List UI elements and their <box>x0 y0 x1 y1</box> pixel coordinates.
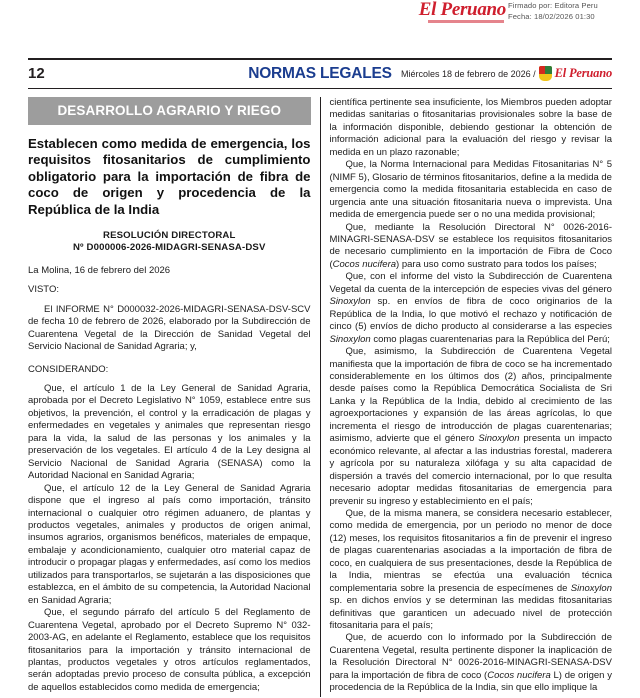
paragraph: Que, el artículo 1 de la Ley General de Sanidad Agraria, aprobada por el Decreto Legislativo N° 1059, establece entre sus objetivos, la prevención, el control y la erradicación de plagas y enfermedades en vegetales y animales que representan riesgo para la vida, la salud de las personas y los animales y la preservación de los vegetales. El artículo 4 de la Ley designa al Servicio Nacional de Sanidad Agraria (SENASA) como la Autoridad Nacional en Sanidad Agraria; <box>28 383 311 482</box>
peru-coat-of-arms-icon <box>539 66 552 81</box>
section-banner: DESARROLLO AGRARIO Y RIEGO <box>28 97 311 125</box>
scientific-name: Sinoxylon <box>570 582 612 594</box>
paragraph <box>329 508 612 633</box>
paragraph <box>329 346 612 508</box>
scientific-name: Sinoxylon <box>478 433 520 445</box>
article-title: Establecen como medida de emergencia, los requisitos fitosanitarios de cumplimiento obligatorio para la importación de fibra de coco de origen y procedencia de la República de la India <box>28 136 311 217</box>
page-title: NORMAS LEGALES <box>248 64 392 82</box>
header-bottom-rule <box>28 88 612 89</box>
text-run: Que, asimismo, la Subdirección de Cuarentena Vegetal manifiesta que la importación de fibra de coco se ha incrementado considerablemente en los últimos dos (2) años, principalmente desde países como la República Democrática Socialista de Sri Lanka y la República de la India, debido al crecimiento de las agroexportaciones y expansión de las áreas agrícolas, lo que incrementa el riesgo de introducción de plagas cuarentenarias; asimismo, advierte que el género <box>329 346 612 445</box>
right-column <box>322 97 612 697</box>
resolution-heading <box>28 230 311 255</box>
text-run: Que, con el informe del visto la Subdirección de Cuarentena Vegetal da cuenta de la intercepción de especies vivas del género <box>329 271 612 295</box>
text-run: Que, mediante la Resolución Directoral N° 0026-2016-MINAGRI-SENASA-DSV se establece los requisitos fitosanitarios de necesario cumplimiento en la importación de Fibra de Coco ( <box>329 221 612 270</box>
digital-signature-strip <box>0 0 640 30</box>
scientific-name: Sinoxylon <box>329 333 371 345</box>
text-run: ) para uso como sustrato para todos los países; <box>396 258 597 270</box>
paragraph <box>329 222 612 272</box>
text-run: sp. en dichos envíos y se determinan las medidas fitosanitarias definitivas que garanticen un adecuado nivel de protección fitosanitaria para el país; <box>329 595 612 632</box>
signature-brand-logo: El Peruano <box>418 0 506 20</box>
paragraph <box>329 271 612 346</box>
right-paragraph-list <box>329 97 612 695</box>
signature-metadata <box>508 0 636 22</box>
visto-text: El INFORME N° D000032-2026-MIDAGRI-SENASA-DSV-SCV de fecha 10 de febrero de 2026, elaborado por la Subdirección de Cuarentena Vegetal de la Dirección de Sanidad Vegetal del Servicio Nacional de Sanidad Agraria; y, <box>28 303 311 353</box>
text-run: Que, la Norma Internacional para Medidas Fitosanitarias N° 5 (NIMF 5), Glosario de términos fitosanitarios, define a la medida de emergencia como la medida fitosanitaria establecida en caso de urgencia ante una situación fitosanitaria nueva o imprevista. Una medida de emergencia puede ser o no una medida provisional; <box>329 159 612 221</box>
header-date: Miércoles 18 de febrero de 2026 / <box>401 68 536 79</box>
paragraph <box>329 159 612 221</box>
left-paragraph-list <box>28 383 311 694</box>
text-run: sp. en envíos de fibra de coco originarios de la República de la India, lo que motivó el rechazo y notificación de cinco (5) envíos de dicho producto al considerarse a las especies <box>329 296 612 333</box>
text-run: presenta un impacto económico relevante, al afectar a las industrias forestal, maderera y agrícola por su naturaleza xilófaga y su alta capacidad de dispersión a través del comercio internacional, por lo que resulta necesario adoptar medidas fitosanitarias de emergencia para prevenir su ingreso y establecimiento en el país; <box>329 433 612 507</box>
page-number: 12 <box>28 65 45 82</box>
header-right-group <box>401 66 612 81</box>
scientific-name: Sinoxylon <box>329 296 371 308</box>
resolution-kind: RESOLUCIÓN DIRECTORAL <box>103 230 236 242</box>
paragraph: Que, el segundo párrafo del artículo 5 del Reglamento de Cuarentena Vegetal, aprobado por el Decreto Supremo N° 032-2003-AG, en adelante el Reglamento, establece que los requisitos fitosanitarios para la importación y tránsito internacional de plantas, productos vegetales y otros artículos reglamentados, serán adoptadas previo proceso de consulta pública, a excepción de aquellos establecidos como medida de emergencia; <box>28 607 311 693</box>
considerando-label: CONSIDERANDO: <box>28 363 109 375</box>
page-header <box>28 58 612 89</box>
place-and-date: La Molina, 16 de febrero del 2026 <box>28 264 171 276</box>
paragraph <box>329 632 612 694</box>
visto-label: VISTO: <box>28 284 59 296</box>
text-run: L) de origen y procedencia de la República de la India, sin que ello implique la <box>329 669 612 694</box>
left-column <box>28 97 318 697</box>
text-run: científica pertinente sea insuficiente, los Miembros pueden adoptar medidas sanitarias o fitosanitarias provisionales sobre la base de la información disponible, debiendo gestionar la obtención de información adicional para la evaluación del riesgo y revisar la medida en un plazo razonable; <box>329 97 612 158</box>
paragraph: Que, el artículo 12 de la Ley General de Sanidad Agraria dispone que el ingreso al país como importación, tránsito internacional o cualquier otro régimen aduanero, de plantas y productos vegetales, animales y productos de origen animal, insumos agrarios, organismos benéficos, materiales de empaque, embalaje y acondicionamiento, cualquier otro material capaz de introducir o propagar plagas y enfermedades, así como los medios utilizados para transportarlos, se sujetarán a las disposiciones que establezca, en el ámbito de su competencia, la Autoridad Nacional en Sanidad Agraria; <box>28 482 311 606</box>
scientific-name: Cocos nucifera <box>332 258 397 270</box>
signature-date: Fecha: 18/02/2026 01:30 <box>508 12 595 21</box>
article-body <box>28 97 612 697</box>
signature-signed-by: Firmado por: Editora Peru <box>508 1 598 10</box>
scientific-name: Cocos nucifera <box>487 669 551 681</box>
resolution-number: Nº D000006-2026-MIDAGRI-SENASA-DSV <box>72 242 266 254</box>
header-brand: El Peruano <box>554 66 612 80</box>
column-divider <box>320 97 321 697</box>
paragraph <box>329 97 612 159</box>
text-run: como plagas cuarentenarias para la República del Perú; <box>370 333 610 345</box>
text-run: Que, de la misma manera, se considera necesario establecer, como medida de emergencia, por un periodo no menor de doce (12) meses, los requisitos fitosanitarios a fin de prevenir el ingreso de plagas cuarentenarias asociadas a la importación de fibra de coco, en cualquiera de sus presentaciones, desde la República de la India, mientras se efectúa una evaluación técnica complementaria sobre la presencia de especímenes de <box>329 507 612 594</box>
signature-logo-underline <box>428 20 504 23</box>
text-run: Que, de acuerdo con lo informado por la Subdirección de Cuarentena Vegetal, resulta pertinente disponer la inaplicación de la Resolución Directoral N° 0026-2016-MINAGRI-SENASA-DSV para la importación de fibra de coco ( <box>329 632 612 681</box>
header-row <box>28 60 612 87</box>
